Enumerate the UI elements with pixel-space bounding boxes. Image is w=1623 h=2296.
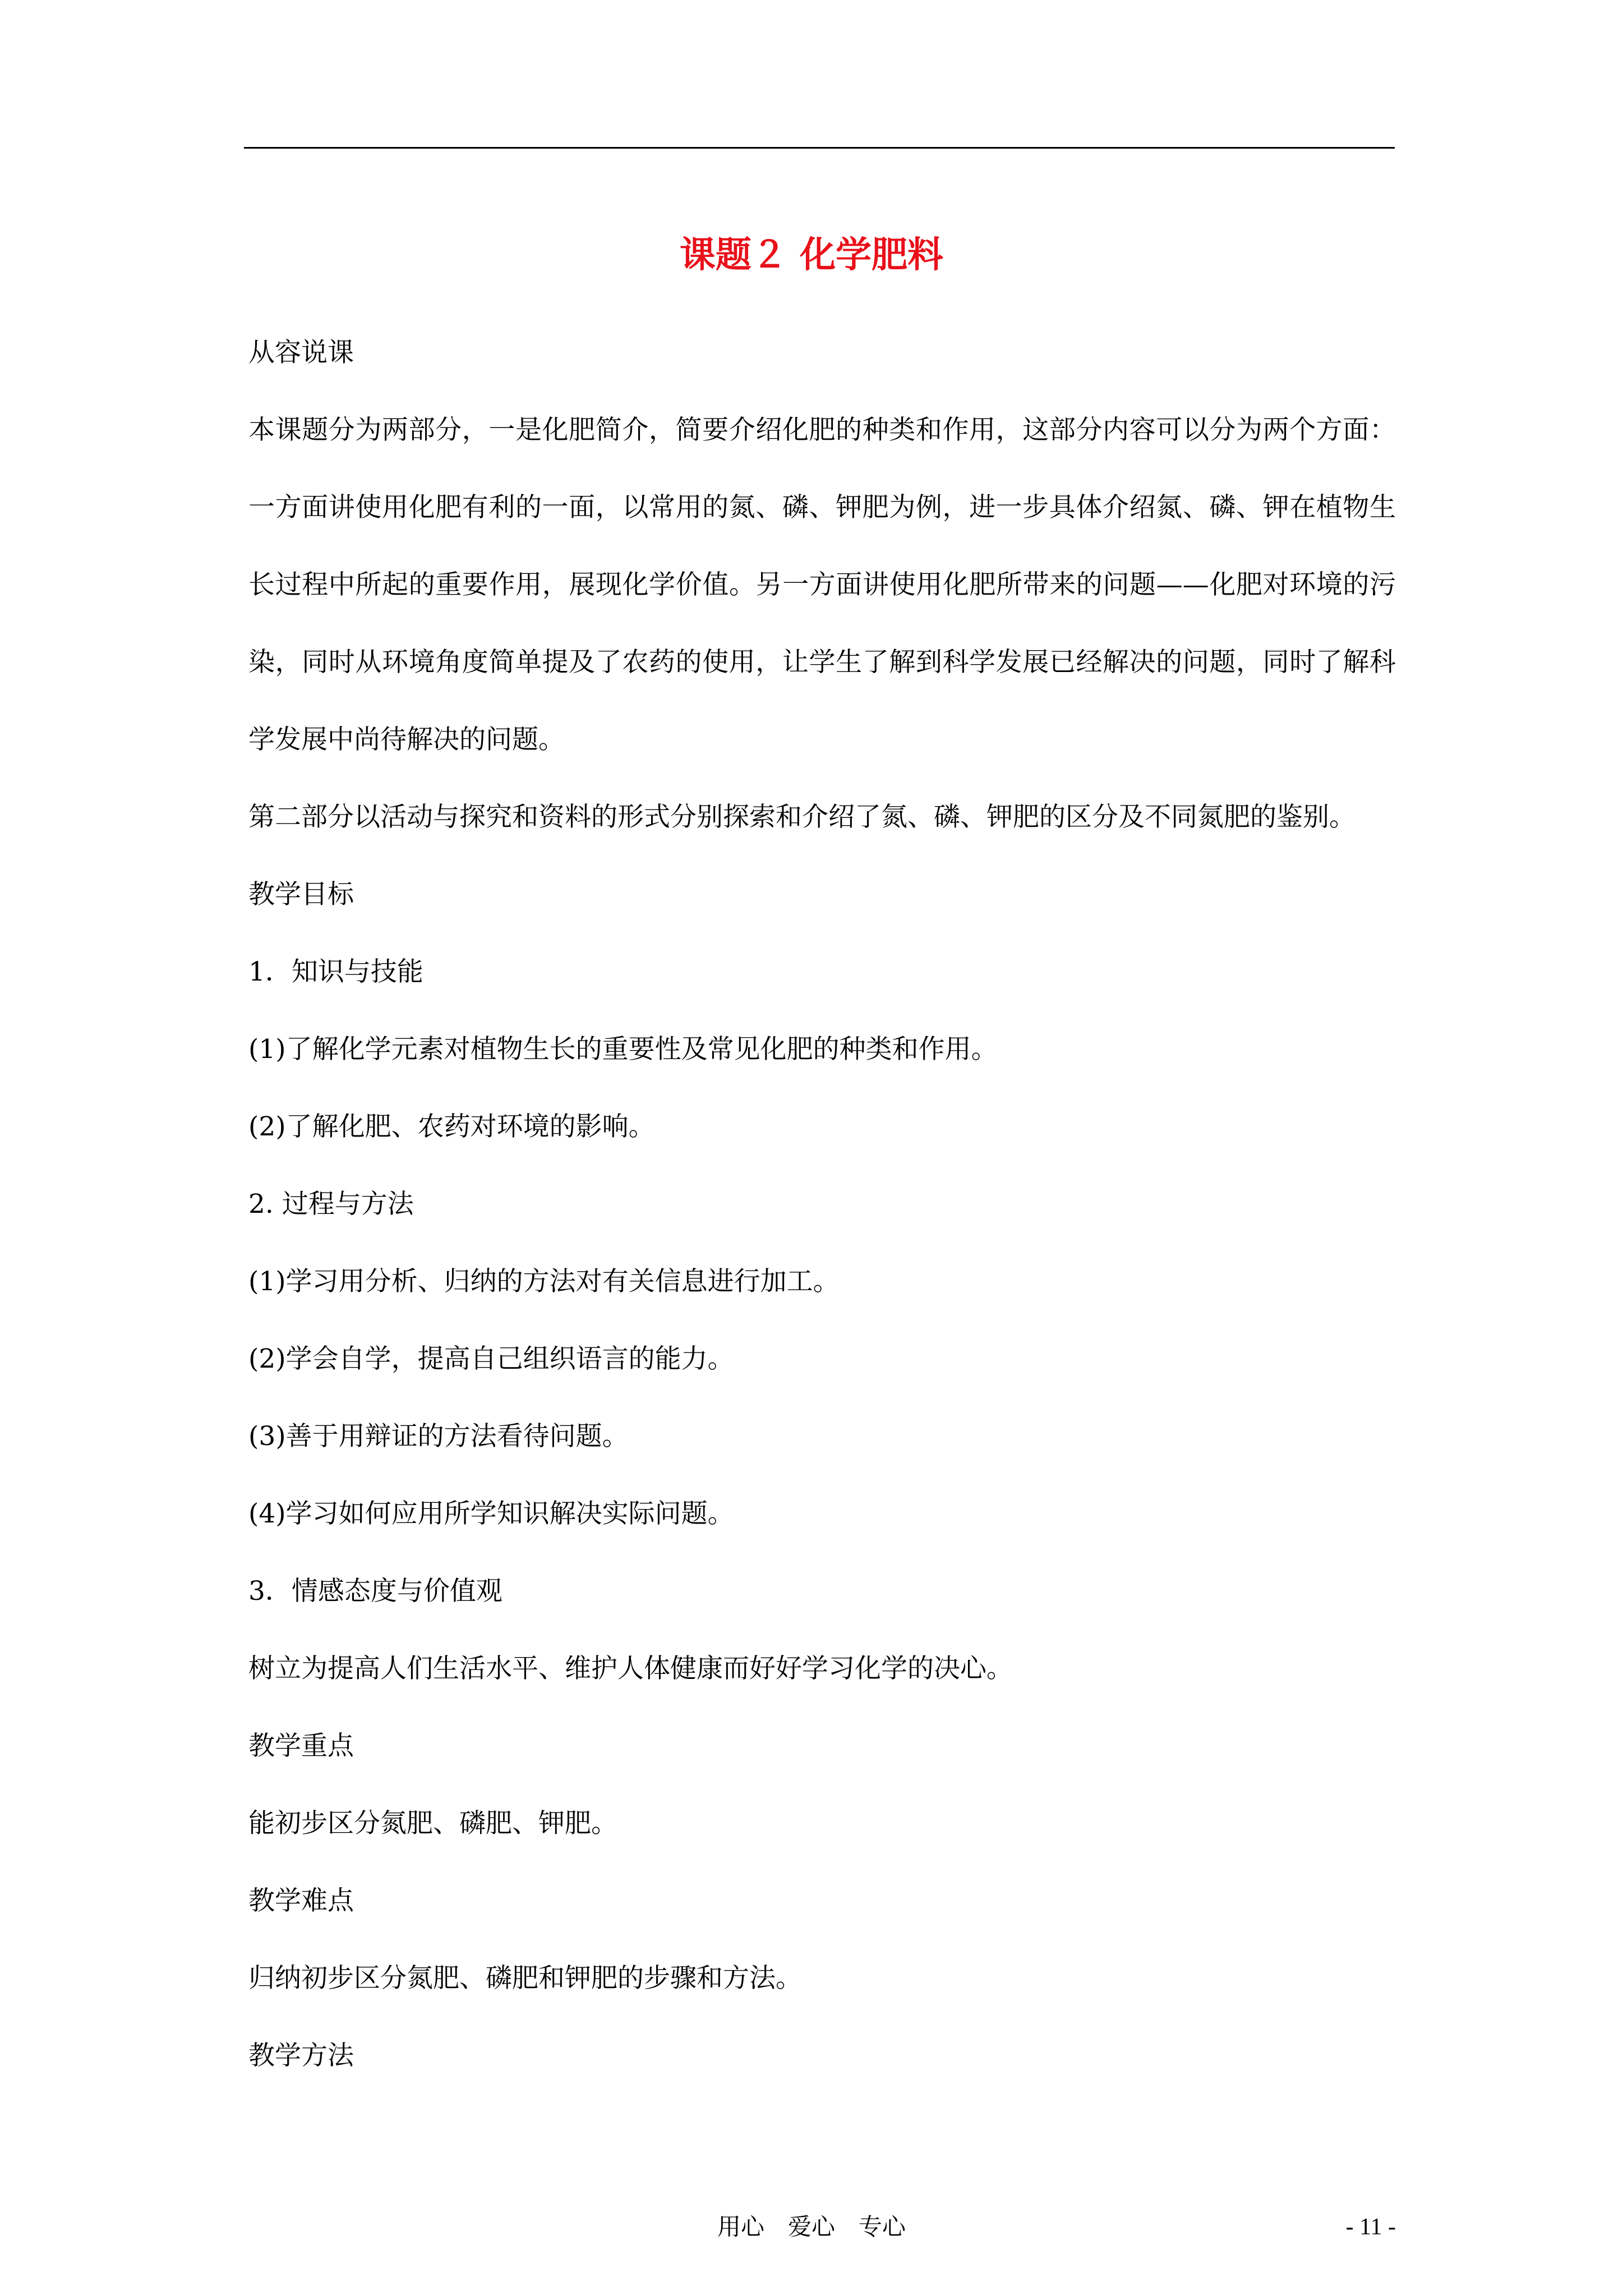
section-heading-method: 教学方法 bbox=[248, 2040, 354, 2071]
paragraph-part-two: 第二部分以活动与探究和资料的形式分别探索和介绍了氮、磷、钾肥的区分及不同氮肥的鉴别。 bbox=[248, 802, 1355, 832]
objective-item: (1)了解化学元素对植物生长的重要性及常见化肥的种类和作用。 bbox=[248, 1034, 998, 1065]
objective-heading-knowledge: 1．知识与技能 bbox=[248, 956, 423, 987]
section-heading-intro: 从容说课 bbox=[248, 337, 354, 368]
objective-item: (2)了解化肥、农药对环境的影响。 bbox=[248, 1111, 655, 1142]
objective-item: (2)学会自学，提高自己组织语言的能力。 bbox=[248, 1343, 734, 1374]
section-heading-key-point: 教学重点 bbox=[248, 1731, 354, 1761]
objective-heading-process: 2. 过程与方法 bbox=[248, 1189, 414, 1220]
document-body bbox=[248, 314, 1396, 2095]
page-number: - 11 - bbox=[1345, 2214, 1396, 2240]
objective-heading-attitude: 3．情感态度与价值观 bbox=[248, 1576, 502, 1607]
section-heading-objectives: 教学目标 bbox=[248, 879, 354, 910]
header-rule bbox=[244, 147, 1395, 149]
footer-motto: 用心 爱心 专心 bbox=[717, 2213, 906, 2240]
section-heading-difficulty: 教学难点 bbox=[248, 1885, 354, 1916]
objective-item: (3)善于用辩证的方法看待问题。 bbox=[248, 1421, 629, 1452]
objective-item: 树立为提高人们生活水平、维护人体健康而好好学习化学的决心。 bbox=[248, 1653, 1013, 1684]
document-title: 课题２ 化学肥料 bbox=[679, 234, 944, 276]
difficulty-text: 归纳初步区分氮肥、磷肥和钾肥的步骤和方法。 bbox=[248, 1963, 802, 1994]
paragraph-overview: 本课题分为两部分，一是化肥简介，简要介绍化肥的种类和作用，这部分内容可以分为两个方面：一方面讲使用化肥有利的一面，以常用的氮、磷、钾肥为例，进一步具体介绍氮、磷、钾在植物生长过程中所起的重要作用，展现化学价值。另一方面讲使用化肥所带来的问题——化肥对环境的污染，同时从环境角度简单提及了农药的使用，让学生了解到科学发展已经解决的问题，同时了解科学发展中尚待解决的问题。 bbox=[248, 415, 1396, 755]
objective-item: (1)学习用分析、归纳的方法对有关信息进行加工。 bbox=[248, 1266, 840, 1297]
key-point-text: 能初步区分氮肥、磷肥、钾肥。 bbox=[248, 1808, 617, 1839]
objective-item: (4)学习如何应用所学知识解决实际问题。 bbox=[248, 1498, 734, 1529]
